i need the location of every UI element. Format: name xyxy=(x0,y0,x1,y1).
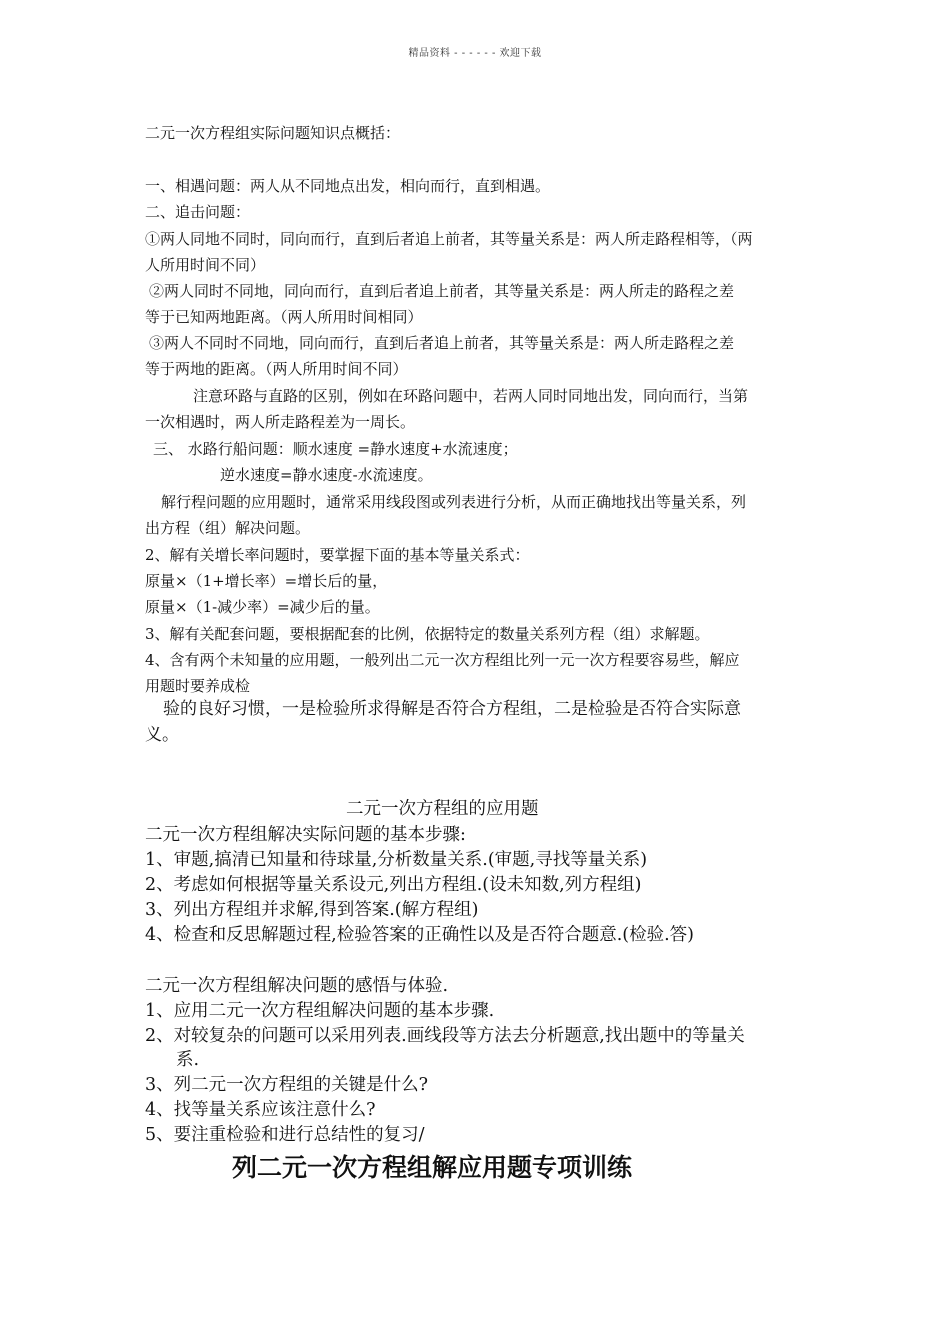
text-line: 3、解有关配套问题，要根据配套的比例，依据特定的数量关系列方程（组）求解题。 xyxy=(145,625,710,643)
list-item: 3、列出方程组并求解,得到答案.(解方程组) xyxy=(145,900,479,920)
text-line: 二元一次方程组解决问题的感悟与体验. xyxy=(145,976,449,996)
text-line: 用题时要养成检 xyxy=(145,677,251,695)
text-line: 解行程问题的应用题时，通常采用线段图或列表进行分析，从而正确地找出等量关系，列 xyxy=(161,493,747,511)
text-line: ③两人不同时不同地，同向而行，直到后者追上前者，其等量关系是：两人所走路程之差 xyxy=(149,334,735,352)
text-line: ①两人同地不同时，同向而行，直到后者追上前者，其等量关系是：两人所走路程相等，（两 xyxy=(145,230,753,248)
text-line: 义。 xyxy=(145,725,179,745)
list-item: 2、考虑如何根据等量关系设元,列出方程组.(设未知数,列方程组) xyxy=(145,875,642,895)
text-line: 出方程（组）解决问题。 xyxy=(145,519,311,537)
text-line: 三、 水路行船问题：顺水速度 =静水速度+水流速度； xyxy=(153,440,518,458)
text-line: 2、解有关增长率问题时，要掌握下面的基本等量关系式： xyxy=(145,546,530,564)
section-title: 二元一次方程组实际问题知识点概括： xyxy=(145,124,401,142)
text-line: 4、含有两个未知量的应用题，一般列出二元一次方程组比列一元一次方程要容易些，解应 xyxy=(145,651,740,669)
list-item: 2、对较复杂的问题可以采用列表.画线段等方法去分析题意,找出题中的等量关 xyxy=(145,1026,745,1046)
list-item: 3、列二元一次方程组的关键是什么? xyxy=(145,1075,429,1095)
text-line: 原量×（1+增长率）=增长后的量， xyxy=(145,572,388,590)
text-line: 二元一次方程组解决实际问题的基本步骤: xyxy=(145,825,466,845)
text-line: 等于两地的距离。（两人所用时间不同） xyxy=(145,360,408,378)
page-header-watermark: 精品资料 - - - - - - 欢迎下载 xyxy=(408,48,542,59)
list-item: 5、要注重检验和进行总结性的复习/ xyxy=(145,1125,425,1145)
text-line: 注意环路与直路的区别，例如在环路问题中，若两人同时同地出发，同向而行，当第 xyxy=(193,387,749,405)
text-line: 二、追击问题： xyxy=(145,203,251,221)
text-line: 验的良好习惯，一是检验所求得解是否符合方程组，二是检验是否符合实际意 xyxy=(163,699,741,719)
text-line: ②两人同时不同地，同向而行，直到后者追上前者，其等量关系是：两人所走的路程之差 xyxy=(149,282,735,300)
training-title: 列二元一次方程组解应用题专项训练 xyxy=(232,1153,633,1182)
text-line: 逆水速度=静水速度-水流速度。 xyxy=(220,466,433,484)
list-item: 1、审题,搞清已知量和待球量,分析数量关系.(审题,寻找等量关系) xyxy=(145,850,648,870)
text-line: 一、相遇问题：两人从不同地点出发，相向而行，直到相遇。 xyxy=(145,177,551,195)
section-heading: 二元一次方程组的应用题 xyxy=(346,799,539,819)
list-item: 1、应用二元一次方程组解决问题的基本步骤. xyxy=(145,1001,495,1021)
text-line: 人所用时间不同） xyxy=(145,256,266,274)
list-item: 4、检查和反思解题过程,检验答案的正确性以及是否符合题意.(检验.答) xyxy=(145,925,694,945)
text-line: 一次相遇时，两人所走路程差为一周长。 xyxy=(145,413,416,431)
list-item: 系. xyxy=(176,1050,200,1070)
text-line: 等于已知两地距离。（两人所用时间相同） xyxy=(145,308,423,326)
text-line: 原量×（1-减少率）=减少后的量。 xyxy=(145,598,380,616)
list-item: 4、找等量关系应该注意什么? xyxy=(145,1100,376,1120)
